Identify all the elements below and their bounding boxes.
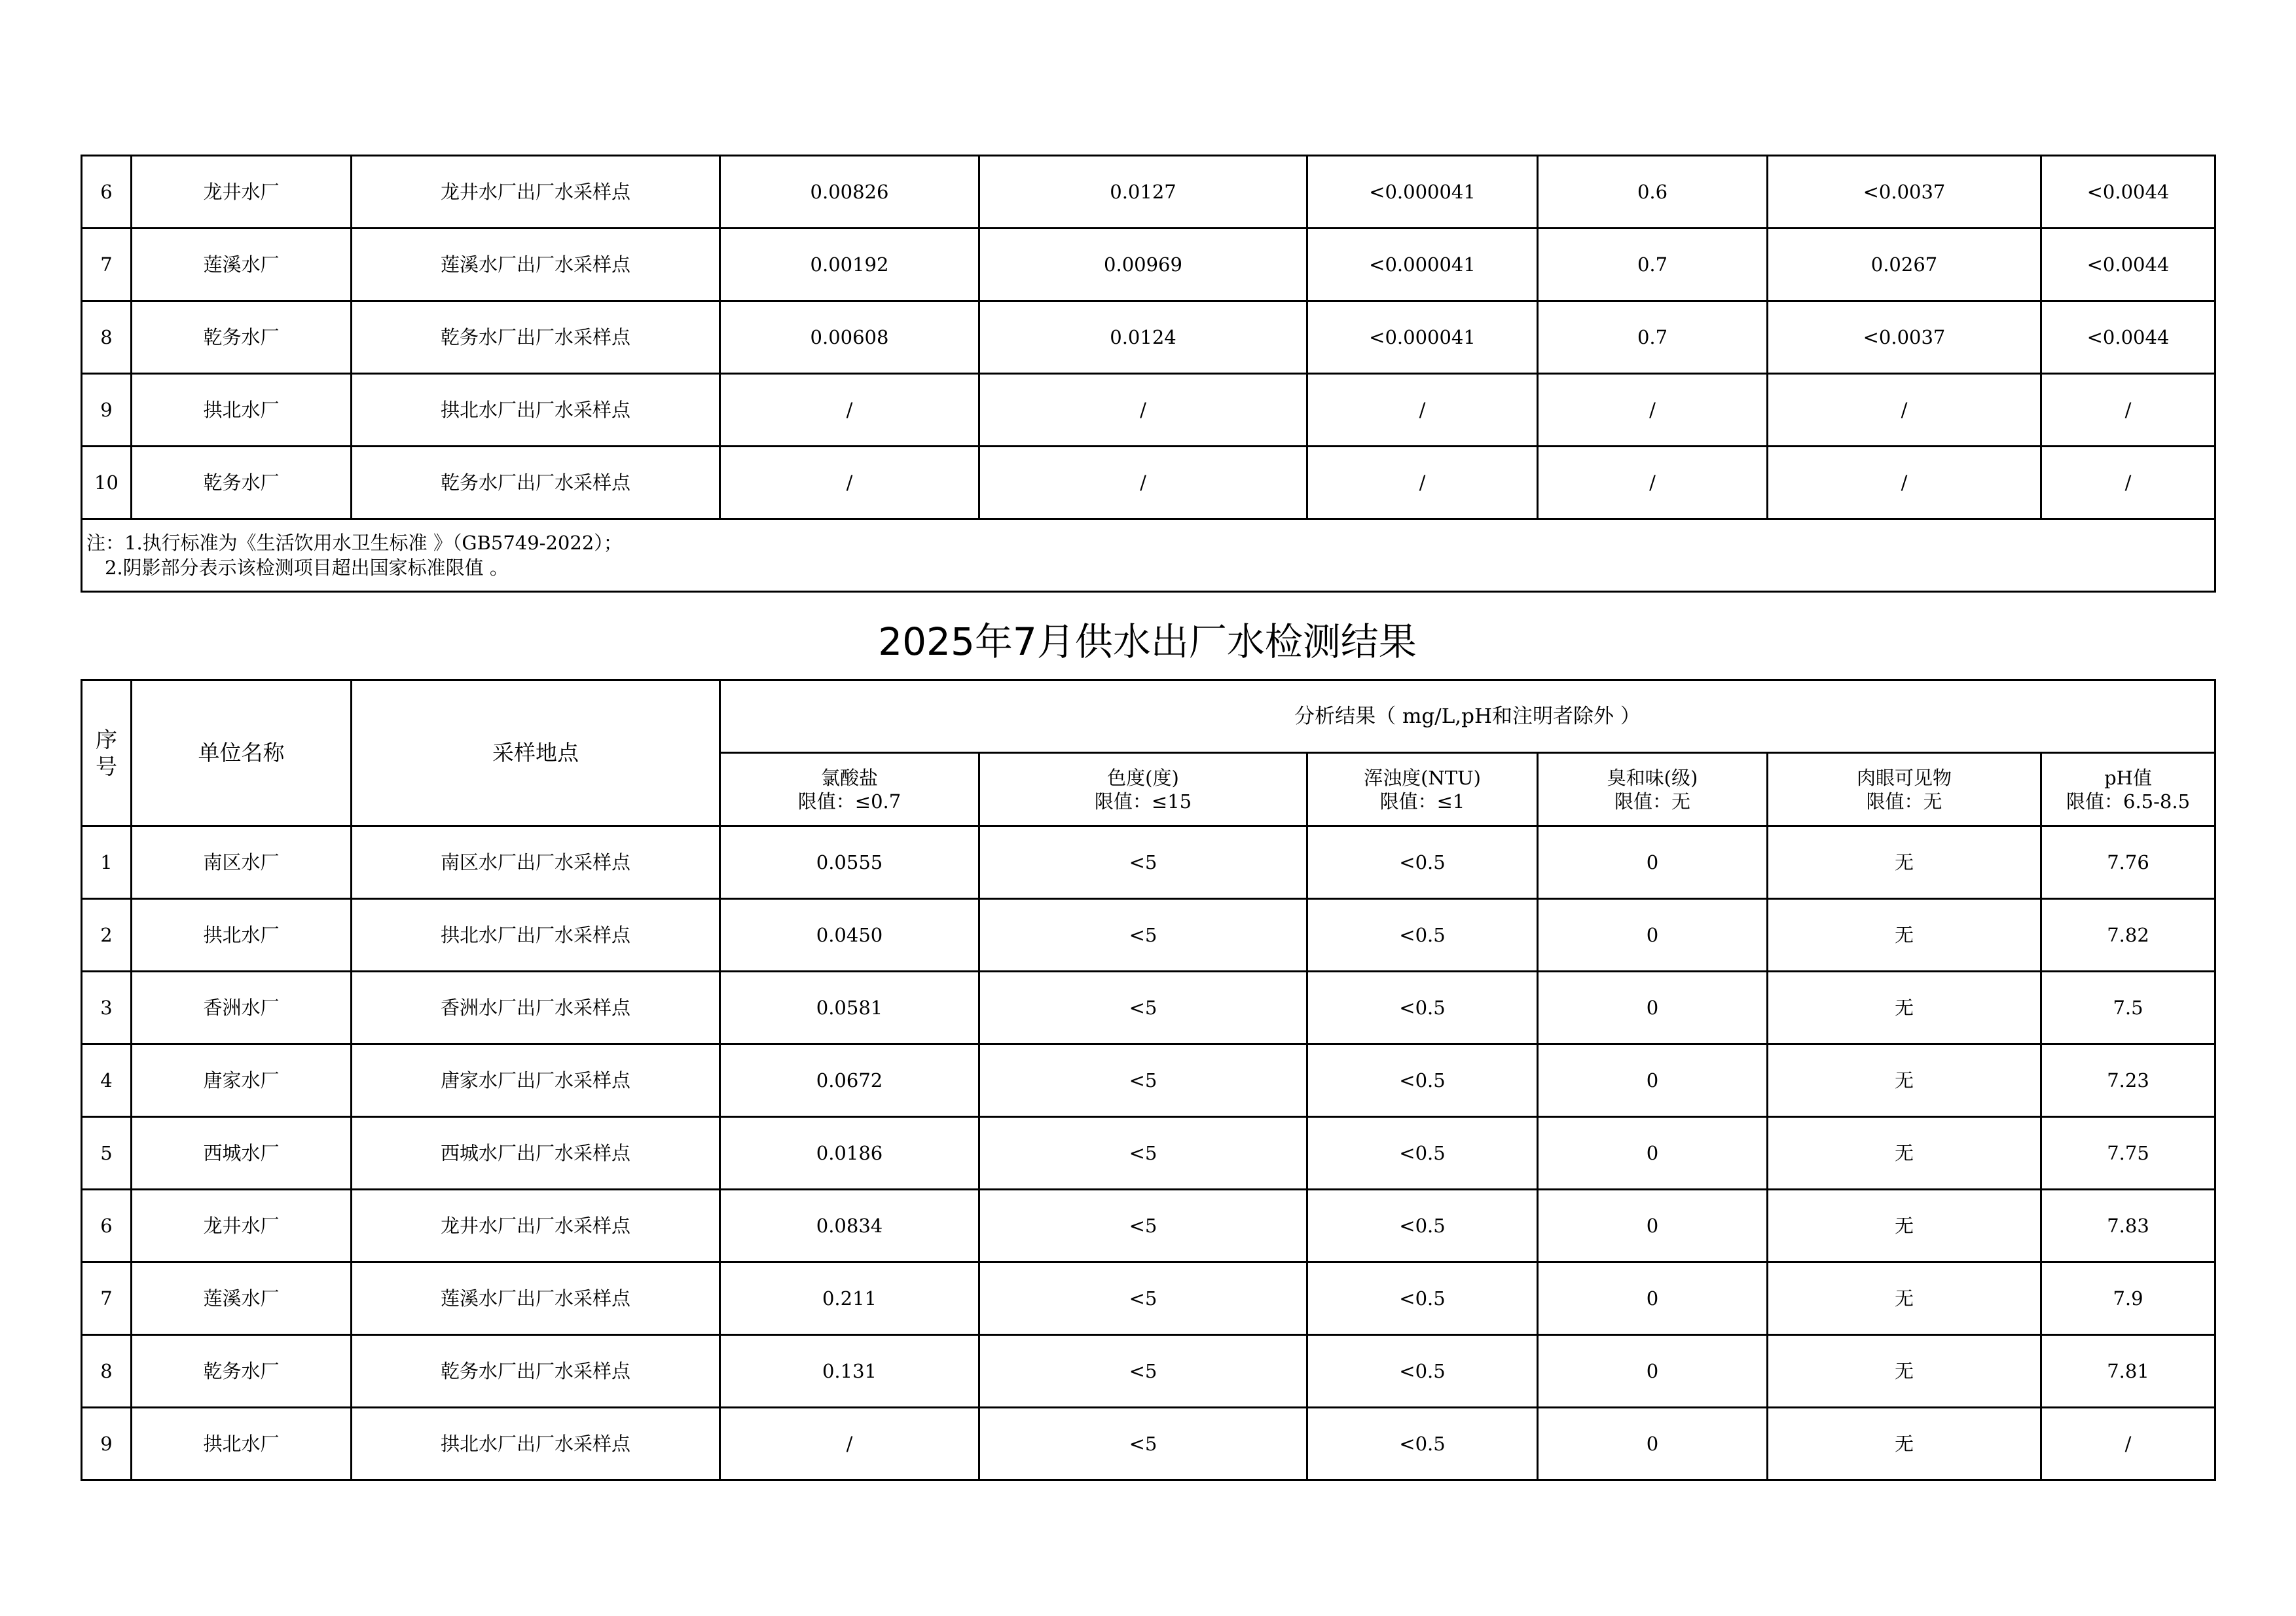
turbidity-value: <0.5 bbox=[1307, 1335, 1538, 1408]
ph-value: / bbox=[2041, 1408, 2215, 1480]
result-cell: / bbox=[720, 374, 979, 447]
table-row bbox=[82, 156, 2215, 229]
result-cell: / bbox=[2041, 447, 2215, 519]
header-param-name: 臭和味(级) bbox=[1607, 766, 1698, 789]
header-text: 号 bbox=[96, 754, 117, 779]
sampling-site: 拱北水厂出厂水采样点 bbox=[352, 1408, 720, 1480]
row-number: 6 bbox=[82, 156, 132, 229]
chlorate-value: 0.211 bbox=[720, 1262, 979, 1335]
table-row bbox=[82, 826, 2215, 899]
visible-matter-value: 无 bbox=[1768, 1335, 2041, 1408]
row-number: 8 bbox=[82, 301, 132, 374]
ph-value: 7.75 bbox=[2041, 1117, 2215, 1190]
result-cell: / bbox=[1768, 374, 2041, 447]
row-number: 3 bbox=[82, 972, 132, 1044]
row-number: 4 bbox=[82, 1044, 132, 1117]
unit-name: 龙井水厂 bbox=[132, 1190, 352, 1262]
result-cell: / bbox=[979, 374, 1307, 447]
ph-value: 7.76 bbox=[2041, 826, 2215, 899]
visible-matter-value: 无 bbox=[1768, 972, 2041, 1044]
row-number: 9 bbox=[82, 374, 132, 447]
odor-value: 0 bbox=[1538, 1044, 1768, 1117]
odor-value: 0 bbox=[1538, 972, 1768, 1044]
result-cell: 0.7 bbox=[1538, 229, 1768, 301]
header-visible-matter bbox=[1768, 753, 2041, 826]
visible-matter-value: 无 bbox=[1768, 899, 2041, 972]
row-number: 8 bbox=[82, 1335, 132, 1408]
odor-value: 0 bbox=[1538, 1262, 1768, 1335]
chlorate-value: 0.0186 bbox=[720, 1117, 979, 1190]
sampling-site: 西城水厂出厂水采样点 bbox=[352, 1117, 720, 1190]
odor-value: 0 bbox=[1538, 1408, 1768, 1480]
results-table bbox=[81, 679, 2216, 1481]
row-number: 2 bbox=[82, 899, 132, 972]
turbidity-value: <0.5 bbox=[1307, 1408, 1538, 1480]
ph-value: 7.82 bbox=[2041, 899, 2215, 972]
sampling-site: 南区水厂出厂水采样点 bbox=[352, 826, 720, 899]
row-number: 9 bbox=[82, 1408, 132, 1480]
color-value: <5 bbox=[979, 826, 1307, 899]
header-param-limit: 限值：无 bbox=[1614, 790, 1690, 813]
result-cell: 0.6 bbox=[1538, 156, 1768, 229]
color-value: <5 bbox=[979, 1044, 1307, 1117]
chlorate-value: 0.131 bbox=[720, 1335, 979, 1408]
unit-name: 西城水厂 bbox=[132, 1117, 352, 1190]
turbidity-value: <0.5 bbox=[1307, 1044, 1538, 1117]
header-odor-taste bbox=[1538, 753, 1768, 826]
visible-matter-value: 无 bbox=[1768, 826, 2041, 899]
header-ph bbox=[2041, 753, 2215, 826]
unit-name: 拱北水厂 bbox=[132, 1408, 352, 1480]
sampling-site: 莲溪水厂出厂水采样点 bbox=[352, 229, 720, 301]
chlorate-value: / bbox=[720, 1408, 979, 1480]
color-value: <5 bbox=[979, 972, 1307, 1044]
color-value: <5 bbox=[979, 1408, 1307, 1480]
header-param-name: 色度(度) bbox=[1107, 766, 1179, 789]
sampling-site: 乾务水厂出厂水采样点 bbox=[352, 1335, 720, 1408]
ph-value: 7.83 bbox=[2041, 1190, 2215, 1262]
row-number: 10 bbox=[82, 447, 132, 519]
chlorate-value: 0.0450 bbox=[720, 899, 979, 972]
row-number: 6 bbox=[82, 1190, 132, 1262]
header-param-limit: 限值：≤15 bbox=[1094, 790, 1192, 813]
notes-cell bbox=[82, 519, 2215, 592]
result-cell: 0.0267 bbox=[1768, 229, 2041, 301]
header-param-limit: 限值：6.5-8.5 bbox=[2066, 790, 2191, 813]
color-value: <5 bbox=[979, 1335, 1307, 1408]
color-value: <5 bbox=[979, 899, 1307, 972]
sampling-site: 乾务水厂出厂水采样点 bbox=[352, 447, 720, 519]
result-cell: 0.00826 bbox=[720, 156, 979, 229]
header-turbidity bbox=[1307, 753, 1538, 826]
header-chlorate bbox=[720, 753, 979, 826]
odor-value: 0 bbox=[1538, 1117, 1768, 1190]
chlorate-value: 0.0672 bbox=[720, 1044, 979, 1117]
ph-value: 7.5 bbox=[2041, 972, 2215, 1044]
result-cell: / bbox=[2041, 374, 2215, 447]
result-cell: / bbox=[1307, 447, 1538, 519]
previous-results-table-continuation bbox=[81, 155, 2216, 593]
row-number: 7 bbox=[82, 1262, 132, 1335]
odor-value: 0 bbox=[1538, 1190, 1768, 1262]
visible-matter-value: 无 bbox=[1768, 1408, 2041, 1480]
header-param-name: pH值 bbox=[2104, 766, 2152, 789]
note-standard: 注：1.执行标准为《生活饮用水卫生标准 》（GB5749-2022）； bbox=[86, 532, 623, 554]
sampling-site: 香洲水厂出厂水采样点 bbox=[352, 972, 720, 1044]
ph-value: 7.9 bbox=[2041, 1262, 2215, 1335]
sampling-site: 龙井水厂出厂水采样点 bbox=[352, 1190, 720, 1262]
result-cell: 0.00969 bbox=[979, 229, 1307, 301]
visible-matter-value: 无 bbox=[1768, 1044, 2041, 1117]
result-cell: <0.000041 bbox=[1307, 229, 1538, 301]
note-shading: 2.阴影部分表示该检测项目超出国家标准限值 。 bbox=[105, 557, 509, 579]
header-param-limit: 限值：≤1 bbox=[1379, 790, 1465, 813]
table-row bbox=[82, 301, 2215, 374]
result-cell: 0.00608 bbox=[720, 301, 979, 374]
color-value: <5 bbox=[979, 1190, 1307, 1262]
color-value: <5 bbox=[979, 1262, 1307, 1335]
header-row-number bbox=[82, 680, 132, 826]
odor-value: 0 bbox=[1538, 1335, 1768, 1408]
sampling-site: 拱北水厂出厂水采样点 bbox=[352, 899, 720, 972]
turbidity-value: <0.5 bbox=[1307, 1190, 1538, 1262]
sampling-site: 唐家水厂出厂水采样点 bbox=[352, 1044, 720, 1117]
result-cell: <0.0037 bbox=[1768, 156, 2041, 229]
result-cell: / bbox=[1307, 374, 1538, 447]
result-cell: <0.000041 bbox=[1307, 156, 1538, 229]
chlorate-value: 0.0555 bbox=[720, 826, 979, 899]
result-cell: <0.0044 bbox=[2041, 229, 2215, 301]
header-param-limit: 限值：无 bbox=[1866, 790, 1942, 813]
result-cell: <0.0044 bbox=[2041, 301, 2215, 374]
table-row bbox=[82, 1335, 2215, 1408]
chlorate-value: 0.0834 bbox=[720, 1190, 979, 1262]
sampling-site: 拱北水厂出厂水采样点 bbox=[352, 374, 720, 447]
turbidity-value: <0.5 bbox=[1307, 1262, 1538, 1335]
visible-matter-value: 无 bbox=[1768, 1190, 2041, 1262]
result-cell: 0.0127 bbox=[979, 156, 1307, 229]
unit-name: 龙井水厂 bbox=[132, 156, 352, 229]
result-cell: 0.0124 bbox=[979, 301, 1307, 374]
result-cell: <0.000041 bbox=[1307, 301, 1538, 374]
table-row bbox=[82, 972, 2215, 1044]
sampling-site: 乾务水厂出厂水采样点 bbox=[352, 301, 720, 374]
unit-name: 乾务水厂 bbox=[132, 301, 352, 374]
unit-name: 唐家水厂 bbox=[132, 1044, 352, 1117]
table-row bbox=[82, 229, 2215, 301]
header-unit-name: 单位名称 bbox=[132, 680, 352, 826]
unit-name: 乾务水厂 bbox=[132, 447, 352, 519]
table-row bbox=[82, 1117, 2215, 1190]
color-value: <5 bbox=[979, 1117, 1307, 1190]
table-row bbox=[82, 374, 2215, 447]
unit-name: 乾务水厂 bbox=[132, 1335, 352, 1408]
table-row bbox=[82, 1262, 2215, 1335]
turbidity-value: <0.5 bbox=[1307, 1117, 1538, 1190]
table-row bbox=[82, 1408, 2215, 1480]
header-sampling-site: 采样地点 bbox=[352, 680, 720, 826]
unit-name: 莲溪水厂 bbox=[132, 229, 352, 301]
result-cell: / bbox=[1538, 374, 1768, 447]
odor-value: 0 bbox=[1538, 899, 1768, 972]
row-number: 7 bbox=[82, 229, 132, 301]
result-cell: / bbox=[979, 447, 1307, 519]
header-text: 序 bbox=[96, 726, 117, 752]
turbidity-value: <0.5 bbox=[1307, 826, 1538, 899]
row-number: 5 bbox=[82, 1117, 132, 1190]
chlorate-value: 0.0581 bbox=[720, 972, 979, 1044]
turbidity-value: <0.5 bbox=[1307, 899, 1538, 972]
result-cell: <0.0044 bbox=[2041, 156, 2215, 229]
notes-row bbox=[82, 519, 2215, 592]
unit-name: 南区水厂 bbox=[132, 826, 352, 899]
result-cell: 0.00192 bbox=[720, 229, 979, 301]
unit-name: 拱北水厂 bbox=[132, 374, 352, 447]
visible-matter-value: 无 bbox=[1768, 1262, 2041, 1335]
visible-matter-value: 无 bbox=[1768, 1117, 2041, 1190]
header-param-name: 肉眼可见物 bbox=[1856, 766, 1952, 789]
sampling-site: 莲溪水厂出厂水采样点 bbox=[352, 1262, 720, 1335]
header-analysis-results: 分析结果（ mg/L,pH和注明者除外 ） bbox=[720, 680, 2215, 753]
table-row bbox=[82, 1044, 2215, 1117]
result-cell: / bbox=[1538, 447, 1768, 519]
ph-value: 7.81 bbox=[2041, 1335, 2215, 1408]
unit-name: 香洲水厂 bbox=[132, 972, 352, 1044]
sampling-site: 龙井水厂出厂水采样点 bbox=[352, 156, 720, 229]
result-cell: <0.0037 bbox=[1768, 301, 2041, 374]
row-number: 1 bbox=[82, 826, 132, 899]
table-row bbox=[82, 899, 2215, 972]
odor-value: 0 bbox=[1538, 826, 1768, 899]
table-row bbox=[82, 447, 2215, 519]
unit-name: 拱北水厂 bbox=[132, 899, 352, 972]
result-cell: 0.7 bbox=[1538, 301, 1768, 374]
header-color bbox=[979, 753, 1307, 826]
table-row bbox=[82, 1190, 2215, 1262]
turbidity-value: <0.5 bbox=[1307, 972, 1538, 1044]
header-param-limit: 限值：≤0.7 bbox=[797, 790, 902, 813]
result-cell: / bbox=[1768, 447, 2041, 519]
ph-value: 7.23 bbox=[2041, 1044, 2215, 1117]
result-cell: / bbox=[720, 447, 979, 519]
page-title: 2025年7月供水出厂水检测结果 bbox=[878, 619, 1417, 664]
header-param-name: 浑浊度(NTU) bbox=[1364, 766, 1481, 789]
header-param-name: 氯酸盐 bbox=[820, 766, 878, 789]
unit-name: 莲溪水厂 bbox=[132, 1262, 352, 1335]
